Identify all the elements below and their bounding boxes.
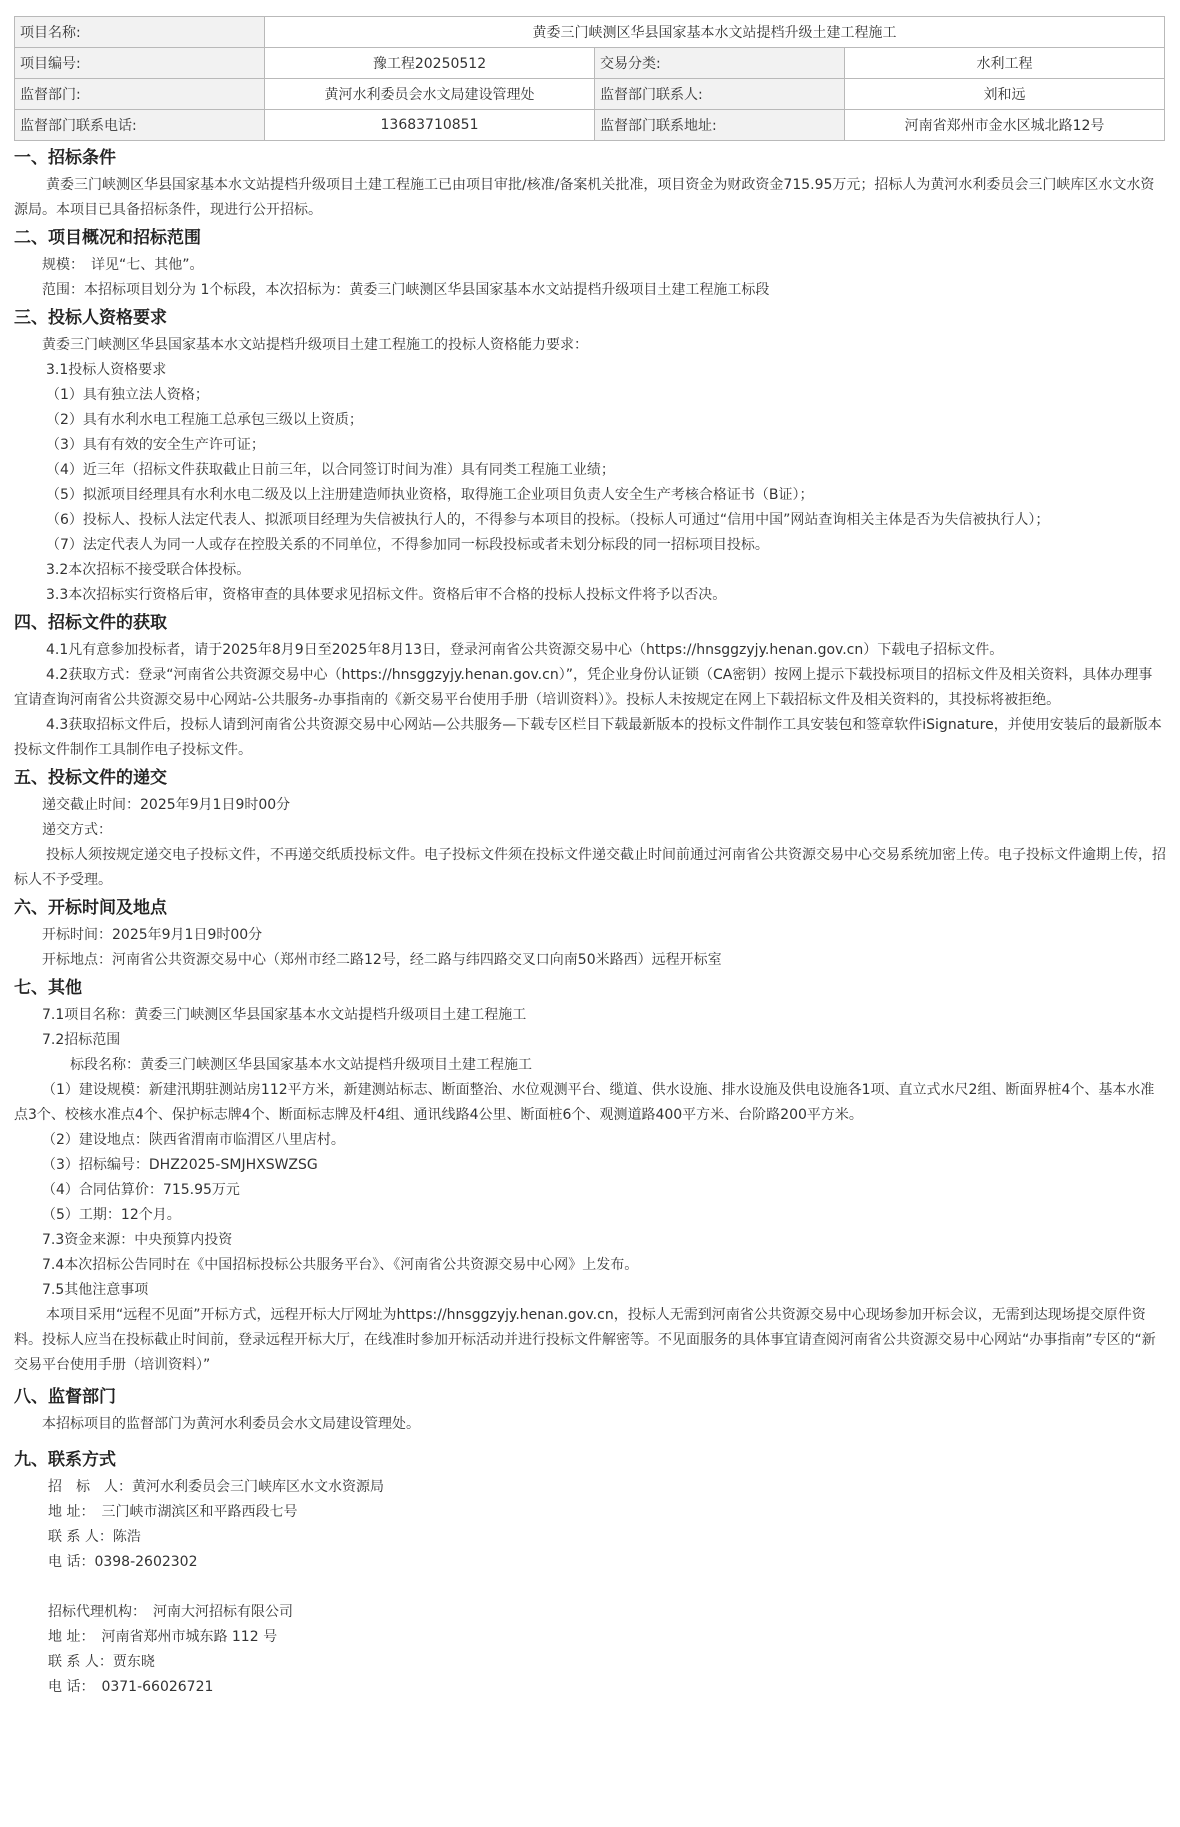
- qualification-intro: 黄委三门峡测区华县国家基本水文站提档升级项目土建工程施工的投标人资格能力要求：: [42, 337, 588, 353]
- other-remote-opening: 本项目采用“远程不见面”开标方式，远程开标大厅网址为https://hnsggzyjy.henan.gov.cn，投标人无需到河南省公共资源交易中心现场参加开标会议，无需到达现场提交原件资料。投标人应当在投标截止时间前，登录远程开标大厅，在线准时参加开标活动并进行投标文件解密等。不见面服务的具体事宜请查阅河南省公共资源交易中心网站“办事指南”专区的“新交易平台使用手册（培训资料）”: [14, 1307, 1156, 1373]
- supervisor-address-label: 监督部门联系地址:: [595, 110, 845, 141]
- qualification-item: （7）法定代表人为同一人或存在控股关系的不同单位，不得参加同一标段投标或者未划分标段的同一招标项目投标。: [46, 537, 769, 553]
- opening-place: 开标地点：河南省公共资源交易中心（郑州市经二路12号，经二路与纬四路交叉口向南50米路西）远程开标室: [42, 952, 722, 968]
- submission-method: 递交方式：: [42, 822, 112, 838]
- section-title-tender-conditions: 一、招标条件: [14, 148, 116, 168]
- supervisor-dept-label: 监督部门:: [15, 79, 265, 110]
- acquisition-4-1: 4.1凡有意参加投标者，请于2025年8月9日至2025年8月13日，登录河南省公共资源交易中心（https://hnsggzyjy.henan.gov.cn）下载电子招标文件。: [46, 642, 1004, 658]
- other-construction-site: （2）建设地点：陕西省渭南市临渭区八里店村。: [42, 1132, 345, 1148]
- trade-category-value: 水利工程: [845, 48, 1165, 79]
- qualification-item: （1）具有独立法人资格；: [46, 387, 209, 403]
- other-tender-number: （3）招标编号：DHZ2025-SMJHXSWZSG: [42, 1157, 318, 1173]
- acquisition-4-3: 4.3获取招标文件后，投标人请到河南省公共资源交易中心网站—公共服务—下载专区栏目下载最新版本的投标文件制作工具安装包和签章软件iSignature，并使用安装后的最新版本投标文件制作工具制作电子投标文件。: [14, 717, 1162, 758]
- supervisor-phone-label: 监督部门联系电话:: [15, 110, 265, 141]
- other-contract-price: （4）合同估算价：715.95万元: [42, 1182, 240, 1198]
- section-title-bid-submission: 五、投标文件的递交: [14, 768, 167, 788]
- other-7-5: 7.5其他注意事项: [42, 1282, 149, 1298]
- tenderer: 招 标 人：黄河水利委员会三门峡库区水文水资源局: [48, 1479, 384, 1495]
- supervisor-phone-value: 13683710851: [265, 110, 595, 141]
- qualification-item: （4）近三年（招标文件获取截止日前三年，以合同签订时间为准）具有同类工程施工业绩；: [46, 462, 615, 478]
- other-7-4: 7.4本次招标公告同时在《中国招标投标公共服务平台》、《河南省公共资源交易中心网》上发布。: [42, 1257, 639, 1273]
- tenderer-address: 地 址： 三门峡市湖滨区和平路西段七号: [48, 1504, 298, 1520]
- supervisor-contact-label: 监督部门联系人:: [595, 79, 845, 110]
- contact-block: [14, 1475, 1166, 1700]
- supervisor-dept-value: 黄河水利委员会水文局建设管理处: [265, 79, 595, 110]
- other-7-2: 7.2招标范围: [42, 1032, 121, 1048]
- table-row: [15, 17, 1165, 48]
- other-7-1: 7.1项目名称：黄委三门峡测区华县国家基本水文站提档升级项目土建工程施工: [42, 1007, 527, 1023]
- trade-category-label: 交易分类:: [595, 48, 845, 79]
- section-title-document-acquisition: 四、招标文件的获取: [14, 613, 167, 633]
- qualification-item: （5）拟派项目经理具有水利水电二级及以上注册建造师执业资格，取得施工企业项目负责人安全生产考核合格证书（B证）；: [46, 487, 814, 503]
- project-name-value: 黄委三门峡测区华县国家基本水文站提档升级土建工程施工: [265, 17, 1165, 48]
- acquisition-4-2: 4.2获取方式：登录“河南省公共资源交易中心（https://hnsggzyjy.henan.gov.cn）”，凭企业身份认证锁（CA密钥）按网上提示下载投标项目的招标文件及相关资料，具体办理事宜请查询河南省公共资源交易中心网站-公共服务-办事指南的《新交易平台使用手册（培训资料）》。投标人未按规定在网上下载招标文件及相关资料的，其投标将被拒绝。: [14, 667, 1153, 708]
- agency-phone: 电 话： 0371-66026721: [48, 1679, 214, 1695]
- qualification-item: （3）具有有效的安全生产许可证；: [46, 437, 265, 453]
- agency: 招标代理机构： 河南大河招标有限公司: [48, 1604, 293, 1620]
- section-title-project-overview: 二、项目概况和招标范围: [14, 228, 201, 248]
- submission-text: 投标人须按规定递交电子投标文件，不再递交纸质投标文件。电子投标文件须在投标文件递交截止时间前通过河南省公共资源交易中心交易系统加密上传。电子投标文件逾期上传，招标人不予受理。: [14, 847, 1166, 888]
- supervisor-contact-value: 刘和远: [845, 79, 1165, 110]
- section-title-contact: 九、联系方式: [14, 1450, 116, 1470]
- project-scale: 规模： 详见“七、其他”。: [42, 257, 204, 273]
- supervision-text: 本招标项目的监督部门为黄河水利委员会水文局建设管理处。: [42, 1416, 420, 1432]
- qualification-item: （2）具有水利水电工程施工总承包三级以上资质；: [46, 412, 363, 428]
- project-name-label: 项目名称:: [15, 17, 265, 48]
- other-section-name: 标段名称：黄委三门峡测区华县国家基本水文站提档升级项目土建工程施工: [70, 1057, 532, 1073]
- tenderer-phone: 电 话：0398-2602302: [48, 1554, 198, 1570]
- announcement-body: [14, 143, 1166, 1700]
- section-title-bid-opening: 六、开标时间及地点: [14, 898, 167, 918]
- project-scope: 范围：本招标项目划分为 1个标段，本次招标为：黄委三门峡测区华县国家基本水文站提档升级项目土建工程施工标段: [42, 282, 770, 298]
- section-title-supervision: 八、监督部门: [14, 1387, 116, 1407]
- supervisor-address-value: 河南省郑州市金水区城北路12号: [845, 110, 1165, 141]
- project-number-value: 豫工程20250512: [265, 48, 595, 79]
- qualification-3-2: 3.2本次招标不接受联合体投标。: [46, 562, 251, 578]
- table-row: [15, 48, 1165, 79]
- tenderer-contact: 联 系 人：陈浩: [48, 1529, 141, 1545]
- opening-time: 开标时间：2025年9月1日9时00分: [42, 927, 263, 943]
- table-row: [15, 79, 1165, 110]
- project-number-label: 项目编号:: [15, 48, 265, 79]
- other-construction-scale: （1）建设规模：新建汛期驻测站房112平方米，新建测站标志、断面整治、水位观测平台、缆道、供水设施、排水设施及供电设施各1项、直立式水尺2组、断面界桩4个、基本水准点3个、校核水准点4个、保护标志牌4个、断面标志牌及杆4组、通讯线路4公里、断面桩6个、观测道路400平方米、台阶路200平方米。: [14, 1082, 1155, 1123]
- qualification-3-3: 3.3本次招标实行资格后审，资格审查的具体要求见招标文件。资格后审不合格的投标人投标文件将予以否决。: [46, 587, 727, 603]
- agency-address: 地 址： 河南省郑州市城东路 112 号: [48, 1629, 278, 1645]
- qualification-item: （6）投标人、投标人法定代表人、拟派项目经理为失信被执行人的，不得参与本项目的投标。（投标人可通过“信用中国”网站查询相关主体是否为失信被执行人）；: [46, 512, 1050, 528]
- other-duration: （5）工期：12个月。: [42, 1207, 181, 1223]
- other-7-3: 7.3资金来源：中央预算内投资: [42, 1232, 233, 1248]
- project-info-table: [14, 16, 1165, 141]
- table-row: [15, 110, 1165, 141]
- submission-deadline: 递交截止时间：2025年9月1日9时00分: [42, 797, 291, 813]
- qualification-3-1: 3.1投标人资格要求: [46, 362, 167, 378]
- section-title-other: 七、其他: [14, 978, 82, 998]
- section-title-bidder-qualification: 三、投标人资格要求: [14, 308, 167, 328]
- agency-contact: 联 系 人：贾东晓: [48, 1654, 155, 1670]
- tender-conditions-text: 黄委三门峡测区华县国家基本水文站提档升级项目土建工程施工已由项目审批/核准/备案机关批准，项目资金为财政资金715.95万元；招标人为黄河水利委员会三门峡库区水文水资源局。本项目已具备招标条件，现进行公开招标。: [14, 177, 1155, 218]
